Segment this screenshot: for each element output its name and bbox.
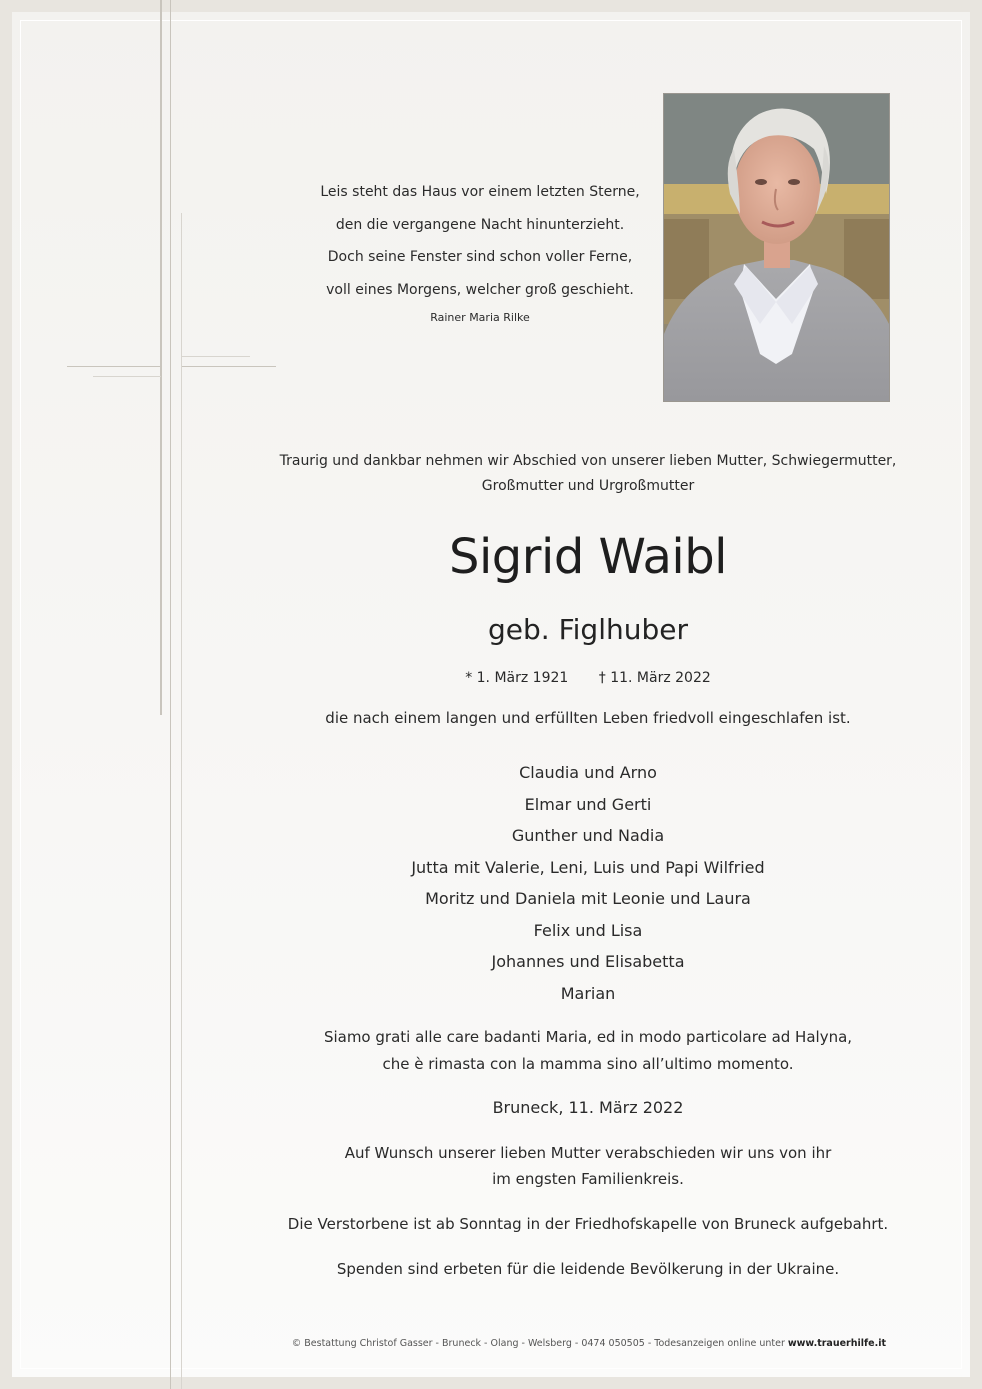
portrait-photo bbox=[663, 93, 890, 402]
intro-line-2: Großmutter und Urgroßmutter bbox=[481, 478, 695, 494]
quote-line: Doch seine Fenster sind schon voller Ferne, bbox=[327, 249, 633, 265]
poem-quote bbox=[270, 176, 690, 328]
maiden-name: geb. Figlhuber bbox=[488, 613, 688, 646]
deceased-name: Sigrid Waibl bbox=[448, 529, 727, 585]
family-member: Johannes und Elisabetta bbox=[491, 952, 685, 971]
farewell-wish bbox=[270, 1140, 906, 1192]
place-date: Bruneck, 11. März 2022 bbox=[492, 1098, 684, 1117]
quote-author: Rainer Maria Rilke bbox=[430, 311, 530, 324]
family-member: Claudia und Arno bbox=[519, 763, 657, 782]
cross-bar-upper bbox=[67, 366, 161, 367]
intro-text bbox=[270, 449, 906, 499]
life-dates bbox=[270, 666, 906, 690]
cross-bar-lower-right bbox=[182, 356, 250, 357]
footer bbox=[270, 1336, 886, 1352]
footer-link[interactable]: www.trauerhilfe.it bbox=[787, 1338, 886, 1349]
left-rule-1 bbox=[160, 0, 162, 715]
passing-phrase: die nach einem langen und erfüllten Leben friedvoll eingeschlafen ist. bbox=[325, 709, 851, 727]
intro-line-1: Traurig und dankbar nehmen wir Abschied von unserer lieben Mutter, Schwiegermutter, bbox=[279, 453, 897, 469]
family-member: Felix und Lisa bbox=[533, 920, 643, 940]
left-rule-3 bbox=[181, 213, 182, 1389]
wish-line-2: im engsten Familienkreis. bbox=[492, 1170, 684, 1188]
family-member: Elmar und Gerti bbox=[524, 794, 652, 814]
birth-date: * 1. März 1921 bbox=[465, 670, 569, 686]
cross-bar-upper-right bbox=[182, 366, 276, 367]
family-member: Marian bbox=[560, 983, 616, 1003]
footer-text: © Bestattung Christof Gasser - Bruneck - Olang - Welsberg - 0474 050505 - Todesanzeigen online unter bbox=[291, 1338, 788, 1349]
lying-in-state: Die Verstorbene ist ab Sonntag in der Friedhofskapelle von Bruneck aufgebahrt. bbox=[287, 1215, 889, 1233]
quote-line: Leis steht das Haus vor einem letzten Sterne, bbox=[320, 184, 640, 200]
death-date: † 11. März 2022 bbox=[598, 670, 711, 686]
family-member: Moritz und Daniela mit Leonie und Laura bbox=[425, 889, 751, 908]
wish-line-1: Auf Wunsch unserer lieben Mutter verabschieden wir uns von ihr bbox=[344, 1144, 832, 1162]
donations-note: Spenden sind erbeten für die leidende Bevölkerung in der Ukraine. bbox=[336, 1260, 840, 1278]
family-member: Jutta mit Valerie, Leni, Luis und Papi Wilfried bbox=[411, 857, 765, 877]
left-rule-2 bbox=[170, 0, 171, 1389]
quote-line: voll eines Morgens, welcher groß geschieht. bbox=[326, 281, 634, 298]
family-member: Gunther und Nadia bbox=[511, 826, 665, 845]
thanks-line-2: che è rimasta con la mamma sino all’ultimo momento. bbox=[382, 1055, 794, 1073]
quote-line: den die vergangene Nacht hinunterzieht. bbox=[335, 216, 625, 233]
thanks-line-1: Siamo grati alle care badanti Maria, ed in modo particolare ad Halyna, bbox=[323, 1028, 853, 1046]
thanks-italian bbox=[270, 1024, 906, 1078]
cross-bar-lower bbox=[93, 376, 161, 377]
family-list bbox=[270, 757, 906, 1009]
